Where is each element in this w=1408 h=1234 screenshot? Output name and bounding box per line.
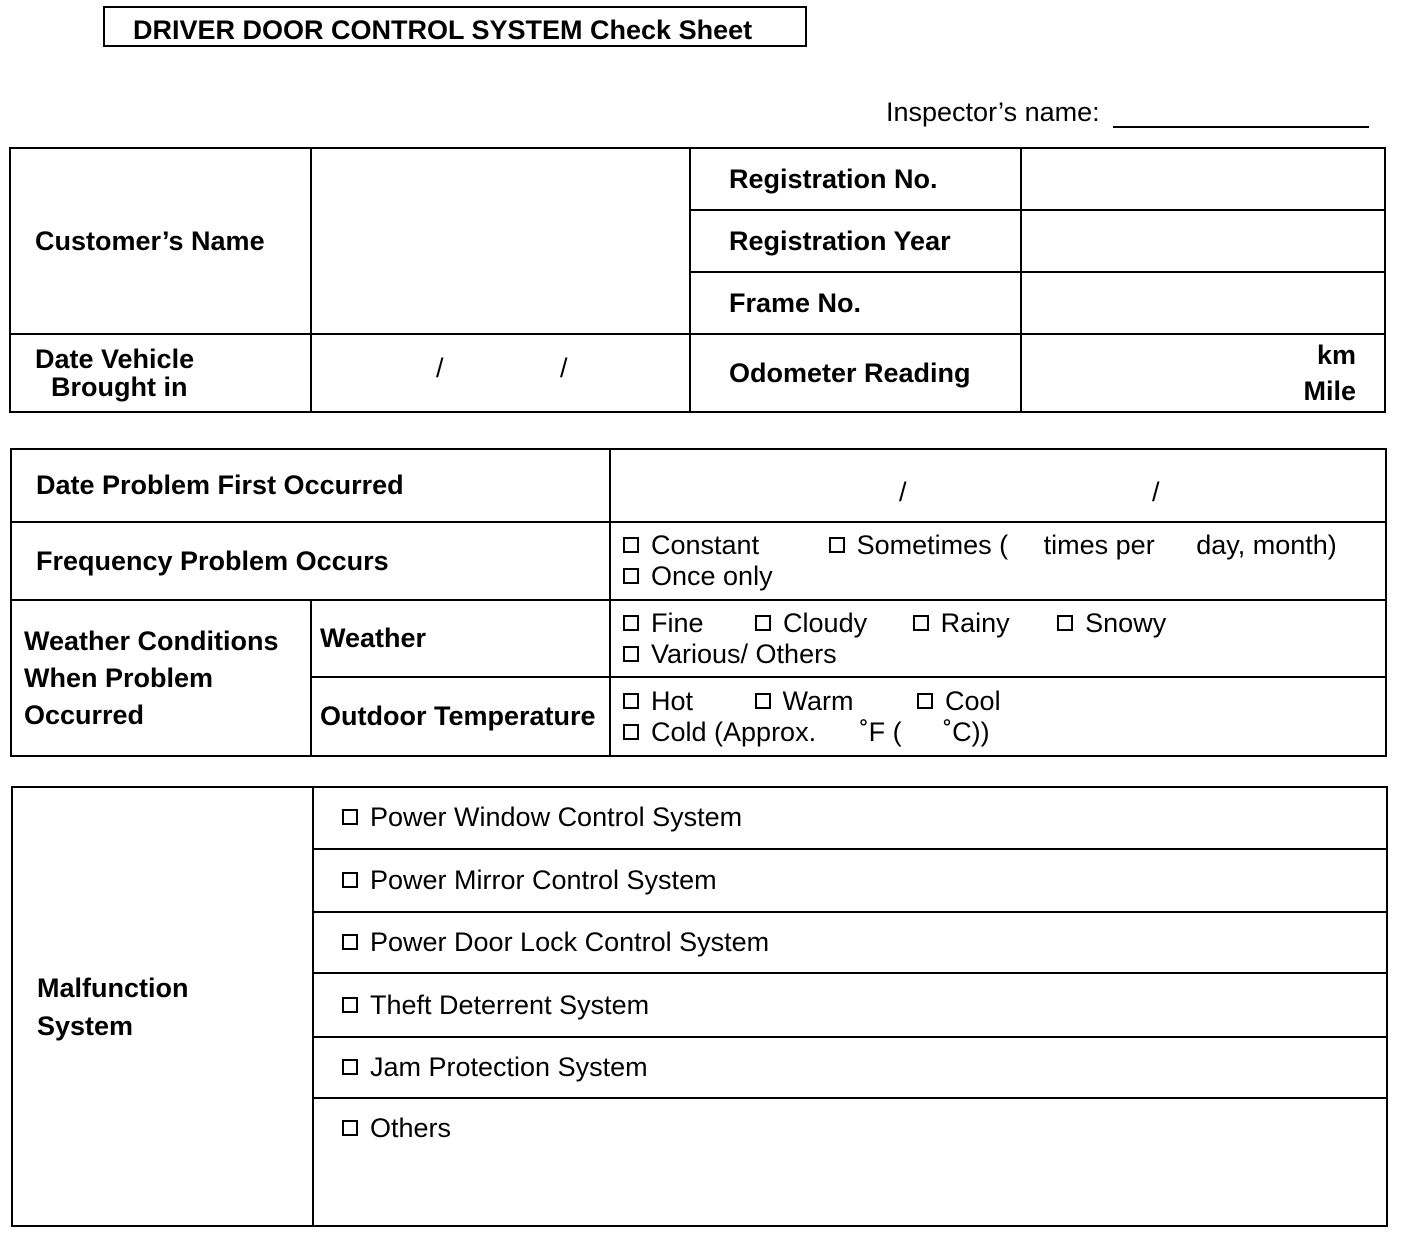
customer-name-label: Customer’s Name bbox=[35, 225, 265, 256]
checkbox-icon[interactable] bbox=[755, 615, 771, 631]
checkbox-icon[interactable] bbox=[623, 693, 639, 709]
checkbox-icon[interactable] bbox=[829, 537, 845, 553]
registration-year-label: Registration Year bbox=[729, 225, 951, 256]
malfunction-label-line2: System bbox=[37, 1010, 134, 1041]
temperature-cold-label: Cold (Approx. bbox=[651, 716, 817, 747]
checkbox-icon[interactable] bbox=[917, 693, 933, 709]
malfunction-option-label: Power Mirror Control System bbox=[370, 865, 717, 895]
registration-year-label-cell bbox=[690, 210, 1021, 272]
checkbox-icon[interactable] bbox=[342, 997, 358, 1013]
temperature-warm-label: Warm bbox=[782, 685, 854, 716]
unit-km: km bbox=[1316, 340, 1356, 370]
checkbox-icon[interactable] bbox=[342, 872, 358, 888]
checkbox-icon[interactable] bbox=[342, 1059, 358, 1075]
checkbox-icon[interactable] bbox=[342, 1120, 358, 1136]
date-first-separator-2: / bbox=[1152, 477, 1160, 507]
weather-fine-label: Fine bbox=[651, 607, 704, 638]
malfunction-option-power-window[interactable] bbox=[313, 787, 1387, 849]
registration-no-label: Registration No. bbox=[729, 163, 938, 194]
weather-label-cell bbox=[311, 600, 610, 677]
date-brought-label-line1: Date Vehicle bbox=[35, 344, 195, 374]
frequency-sometimes-option[interactable] bbox=[829, 530, 1009, 560]
checkbox-icon[interactable] bbox=[342, 809, 358, 825]
date-first-field[interactable] bbox=[610, 449, 1386, 522]
temperature-hot-label: Hot bbox=[651, 685, 694, 716]
malfunction-system-table bbox=[11, 786, 1388, 1227]
frame-no-label: Frame No. bbox=[729, 287, 862, 318]
inspector-label: Inspector’s name: bbox=[886, 97, 1100, 127]
malfunction-label-line1: Malfunction bbox=[37, 972, 189, 1003]
vehicle-info-table bbox=[9, 147, 1386, 413]
frame-no-label-cell bbox=[690, 272, 1021, 334]
temperature-hot-option[interactable] bbox=[623, 686, 693, 716]
checkbox-icon[interactable] bbox=[913, 615, 929, 631]
inspector-name-field[interactable] bbox=[1113, 126, 1369, 128]
unit-mile: Mile bbox=[1303, 376, 1356, 406]
weather-various-option[interactable] bbox=[623, 639, 837, 669]
weather-conditions-label-line1: Weather Conditions bbox=[24, 625, 279, 656]
frequency-once-only-option[interactable] bbox=[623, 561, 773, 591]
temperature-warm-option[interactable] bbox=[755, 686, 854, 716]
temperature-deg-c-label: ˚C)) bbox=[943, 716, 990, 747]
frequency-options-cell bbox=[610, 522, 1386, 600]
temperature-cool-option[interactable] bbox=[917, 686, 1001, 716]
malfunction-option-power-mirror[interactable] bbox=[313, 849, 1387, 912]
date-brought-separator-1: / bbox=[436, 353, 444, 383]
weather-various-label: Various/ Others bbox=[651, 638, 837, 669]
weather-conditions-label-line2: When Problem bbox=[24, 662, 214, 693]
checkbox-icon[interactable] bbox=[1057, 615, 1073, 631]
malfunction-option-label: Power Door Lock Control System bbox=[370, 927, 770, 957]
weather-fine-option[interactable] bbox=[623, 608, 704, 638]
weather-snowy-option[interactable] bbox=[1057, 608, 1166, 638]
odometer-field[interactable] bbox=[1021, 334, 1385, 412]
frequency-once-only-label: Once only bbox=[651, 561, 773, 591]
temperature-deg-f-label: ˚F ( bbox=[859, 716, 902, 747]
frequency-constant-label: Constant bbox=[651, 530, 760, 560]
registration-no-label-cell bbox=[690, 148, 1021, 210]
registration-year-field[interactable] bbox=[1021, 210, 1385, 272]
date-brought-label-line2: Brought in bbox=[51, 372, 188, 402]
temperature-label: Outdoor Temperature bbox=[320, 701, 596, 731]
malfunction-option-label: Others bbox=[370, 1113, 452, 1143]
date-first-separator-1: / bbox=[899, 477, 907, 507]
page-title: DRIVER DOOR CONTROL SYSTEM Check Sheet bbox=[133, 15, 753, 45]
odometer-label-cell bbox=[690, 334, 1021, 412]
frequency-label-cell bbox=[11, 522, 610, 600]
date-first-label: Date Problem First Occurred bbox=[36, 470, 404, 500]
weather-cloudy-option[interactable] bbox=[755, 608, 867, 638]
checkbox-icon[interactable] bbox=[623, 646, 639, 662]
malfunction-option-power-door-lock[interactable] bbox=[313, 912, 1387, 973]
weather-cloudy-label: Cloudy bbox=[783, 607, 868, 638]
frequency-label: Frequency Problem Occurs bbox=[36, 545, 389, 576]
weather-rainy-label: Rainy bbox=[940, 607, 1010, 638]
frequency-day-month-label: day, month) bbox=[1196, 530, 1337, 560]
weather-snowy-label: Snowy bbox=[1085, 607, 1167, 638]
malfunction-label-cell bbox=[12, 787, 313, 1226]
customer-name-label-cell bbox=[10, 148, 311, 334]
weather-options-cell bbox=[610, 600, 1386, 677]
customer-name-field[interactable] bbox=[311, 148, 690, 334]
temperature-options-cell bbox=[610, 677, 1386, 756]
title-box bbox=[103, 6, 807, 47]
malfunction-option-label: Jam Protection System bbox=[370, 1052, 648, 1082]
frame-no-field[interactable] bbox=[1021, 272, 1385, 334]
checkbox-icon[interactable] bbox=[623, 724, 639, 740]
weather-label: Weather bbox=[320, 623, 427, 653]
malfunction-option-label: Theft Deterrent System bbox=[370, 989, 650, 1020]
temperature-cold-option[interactable] bbox=[623, 717, 816, 747]
checkbox-icon[interactable] bbox=[342, 934, 358, 950]
frequency-times-per-label: times per bbox=[1043, 530, 1155, 560]
malfunction-option-jam-protection[interactable] bbox=[313, 1037, 1387, 1098]
date-brought-separator-2: / bbox=[560, 353, 568, 383]
checkbox-icon[interactable] bbox=[755, 693, 771, 709]
frequency-sometimes-label: Sometimes ( bbox=[856, 530, 1009, 560]
weather-rainy-option[interactable] bbox=[913, 608, 1010, 638]
checkbox-icon[interactable] bbox=[623, 568, 639, 584]
malfunction-option-label: Power Window Control System bbox=[370, 802, 743, 832]
frequency-constant-option[interactable] bbox=[623, 530, 759, 560]
date-brought-label-cell bbox=[10, 334, 311, 412]
malfunction-option-theft-deterrent[interactable] bbox=[313, 973, 1387, 1037]
checkbox-icon[interactable] bbox=[623, 615, 639, 631]
registration-no-field[interactable] bbox=[1021, 148, 1385, 210]
temperature-cool-label: Cool bbox=[945, 685, 1001, 716]
weather-conditions-label-line3: Occurred bbox=[24, 699, 145, 730]
date-first-label-cell bbox=[11, 449, 610, 522]
problem-conditions-table bbox=[10, 448, 1387, 757]
odometer-label: Odometer Reading bbox=[729, 357, 971, 388]
checkbox-icon[interactable] bbox=[623, 537, 639, 553]
date-brought-field[interactable] bbox=[311, 334, 690, 412]
weather-conditions-label-cell bbox=[11, 600, 311, 756]
temperature-label-cell bbox=[311, 677, 610, 756]
malfunction-option-others[interactable] bbox=[313, 1098, 1387, 1226]
